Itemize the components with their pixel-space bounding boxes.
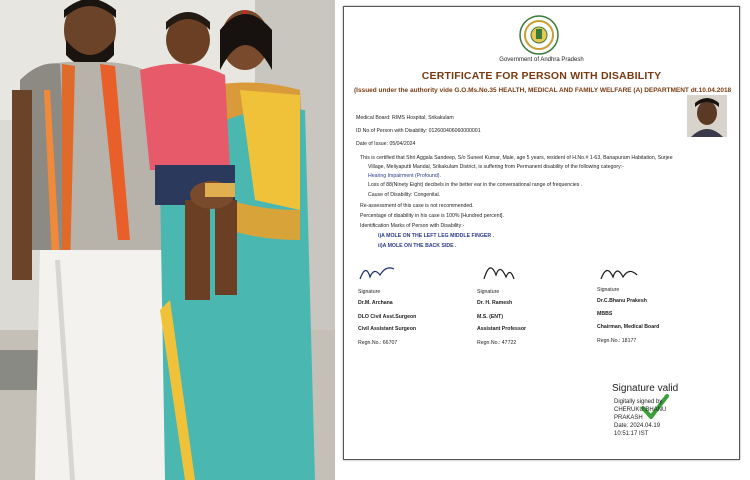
signature-3-icon xyxy=(599,259,639,285)
signature-valid: Signature valid xyxy=(612,383,679,394)
marks-heading: Identification Marks of Person with Disability:- xyxy=(360,223,465,229)
mark-2: ii)A MOLE ON THE BACK SIDE . xyxy=(378,243,457,249)
body-line-3: Hearing Impairment (Profound). xyxy=(368,173,441,179)
digital-line-1: Digitally signed by xyxy=(614,399,663,405)
mark-1: i)A MOLE ON THE LEFT LEG MIDDLE FINGER . xyxy=(378,233,494,239)
signature-2-icon xyxy=(480,257,516,285)
signature-1-icon xyxy=(358,261,398,283)
sig-1-desig: Civil Assistant Surgeon xyxy=(358,326,417,332)
sig-2-label: Signature xyxy=(477,289,500,295)
sig-3-qual: MBBS xyxy=(597,311,613,317)
issued-under: (Issued under the authority vide G.O.Ms.No.35 HEALTH, MEDICAL AND FAMILY WELFARE (A) DEPARTMENT dt.10.04.2018 xyxy=(354,87,732,94)
person-id: ID No.of Person with Disability: 012600406060000001 xyxy=(356,128,481,134)
date-of-issue: Date of Issue: 05/04/2024 xyxy=(356,141,416,147)
digital-line-2: CHERUKU BHANU xyxy=(614,407,667,413)
sig-1-label: Signature xyxy=(358,289,381,295)
digital-line-3: PRAKASH xyxy=(614,415,643,421)
sig-1-qual: DLO Civil Asst.Surgeon xyxy=(358,314,417,320)
sig-2-regn: Regn.No.: 47722 xyxy=(477,340,517,346)
percentage: Percentage of disability in his case is 100% [Hundred percent]. xyxy=(360,213,504,219)
body-line-2: Village, Meliyaputti Mandal, Srikakulam District, is suffering from Permanent disability of the following category:- xyxy=(368,164,624,170)
reassessment: Re-assessment of this case is not recommended. xyxy=(360,203,474,209)
disability-certificate xyxy=(343,6,740,460)
sig-3-regn: Regn.No.: 18177 xyxy=(597,338,637,344)
family-photo xyxy=(0,0,335,480)
certificate-title: CERTIFICATE FOR PERSON WITH DISABILITY xyxy=(421,70,662,82)
digital-line-4: Date: 2024.04.19 xyxy=(614,423,661,429)
ap-emblem-icon xyxy=(519,15,559,55)
sig-1-regn: Regn.No.: 66707 xyxy=(358,340,398,346)
digital-line-5: 10:51:17 IST xyxy=(614,431,649,437)
body-line-1: This is certified that Shri Aggala Sandeep, S/o Suneel Kumar, Male, age 5 years, resident of H.No.# 1-63, Banapuram Habitation, Surjee xyxy=(360,155,673,161)
sig-2-desig: Assistant Professor xyxy=(477,326,527,332)
medical-board: Medical Board: RIMS Hospital, Srikakulam xyxy=(356,115,454,121)
sig-3-name: Dr.C.Bhanu Prakesh xyxy=(597,298,647,304)
sig-2-qual: M.S. (ENT) xyxy=(477,314,503,320)
sig-3-desig: Chairman, Medical Board xyxy=(597,324,660,330)
cause-of-disability: Cause of Disability: Congenital. xyxy=(368,192,441,198)
sig-1-name: Dr.M. Archana xyxy=(358,300,393,306)
sig-2-name: Dr. H. Ramesh xyxy=(477,300,513,306)
government-name: Government of Andhra Pradesh xyxy=(499,57,584,63)
sig-3-label: Signature xyxy=(597,287,620,293)
patient-photo-icon xyxy=(687,95,727,137)
family-photo-icon xyxy=(0,0,335,480)
body-line-4: Loss of 88(Ninety Eight) decibels in the better ear in the conversational range of frequencies . xyxy=(368,182,583,188)
